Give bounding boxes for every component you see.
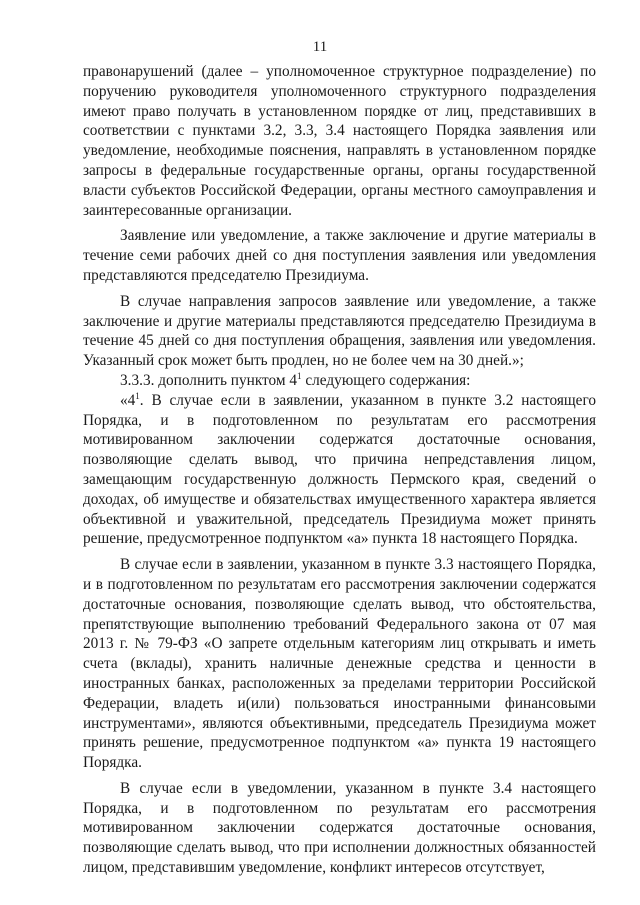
paragraph-foreign-accounts: В случае если в заявлении, указанном в пункте 3.3 настоящего Порядка, и в подготовленном по результатам его рассмотрения заключении содержатся достаточные основания, позволяющие сделать вывод, что обстоятельства, препятствующие выполнению требований Федерального закона от 07 мая 2013 г. № 79-ФЗ «О запрете отдельным категориям лиц открывать и иметь счета (вклады), хранить наличные денежные средства и ценности в иностранных банках, расположенных за пределами территории Российской Федерации, владеть и(или) пользоваться иностранными финансовыми инструментами», являются объективными, председатель Президиума может принять решение, предусмотренное подпунктом «а» пункта 19 настоящего Порядка. [83, 556, 596, 772]
amendment-text-before: 3.3.3. дополнить пунктом 4 [120, 371, 298, 389]
point-text: . В случае если в заявлении, указанном в пункте 3.2 настоящего Порядка, и в подготовленном по результатам его рассмотрения мотивированном заключении содержатся достаточные основания, позволяющие сделать вывод, что причина непредставления лицом, замещающим государственную должность Пермского края, сведений о доходах, об имуществе и обязательствах имущественного характера является объективной и уважительной, председатель Президиума может принять решение, предусмотренное подпунктом «а» пункта 18 настоящего Порядка. [83, 391, 596, 548]
paragraph-amendment-clause [83, 371, 596, 391]
point-number-before: «4 [120, 391, 136, 409]
paragraph-request-deadline: В случае направления запросов заявление или уведомление, а также заключение и другие материалы представляются председателю Президиума в течение 45 дней со дня поступления обращения, заявления или уведомления. Указанный срок может быть продлен, но не более чем на 30 дней.»; [83, 292, 596, 370]
amendment-superscript: 1 [297, 370, 302, 381]
point-superscript: 1 [135, 390, 140, 401]
page-number: 11 [312, 39, 328, 55]
paragraph-submission-deadline: Заявление или уведомление, а также заключение и другие материалы в течение семи рабочих дней со дня поступления заявления или уведомления представляются председателю Президиума. [83, 227, 596, 284]
paragraph-continuation: правонарушений (далее – уполномоченное структурное подразделение) по поручению руководителя уполномоченного структурного подразделения имеют право получать в установленном порядке от лиц, представивших в соответствии с пунктами 3.2, 3.3, 3.4 настоящего Порядка заявления или уведомление, необходимые пояснения, направлять в установленном порядке запросы в федеральные государственные органы, органы государственной власти субъектов Российской Федерации, органы местного самоуправления и заинтересованные организации. [83, 63, 596, 219]
amendment-text-after: следующего содержания: [301, 371, 471, 389]
paragraph-point-4-1 [83, 391, 596, 549]
document-body [83, 62, 596, 878]
paragraph-conflict-of-interest: В случае если в уведомлении, указанном в пункте 3.4 настоящего Порядка, и в подготовленном по результатам его рассмотрения мотивированном заключении содержатся достаточные основания, позволяющие сделать вывод, что при исполнении должностных обязанностей лицом, представившим уведомление, конфликт интересов отсутствует, [83, 779, 596, 877]
